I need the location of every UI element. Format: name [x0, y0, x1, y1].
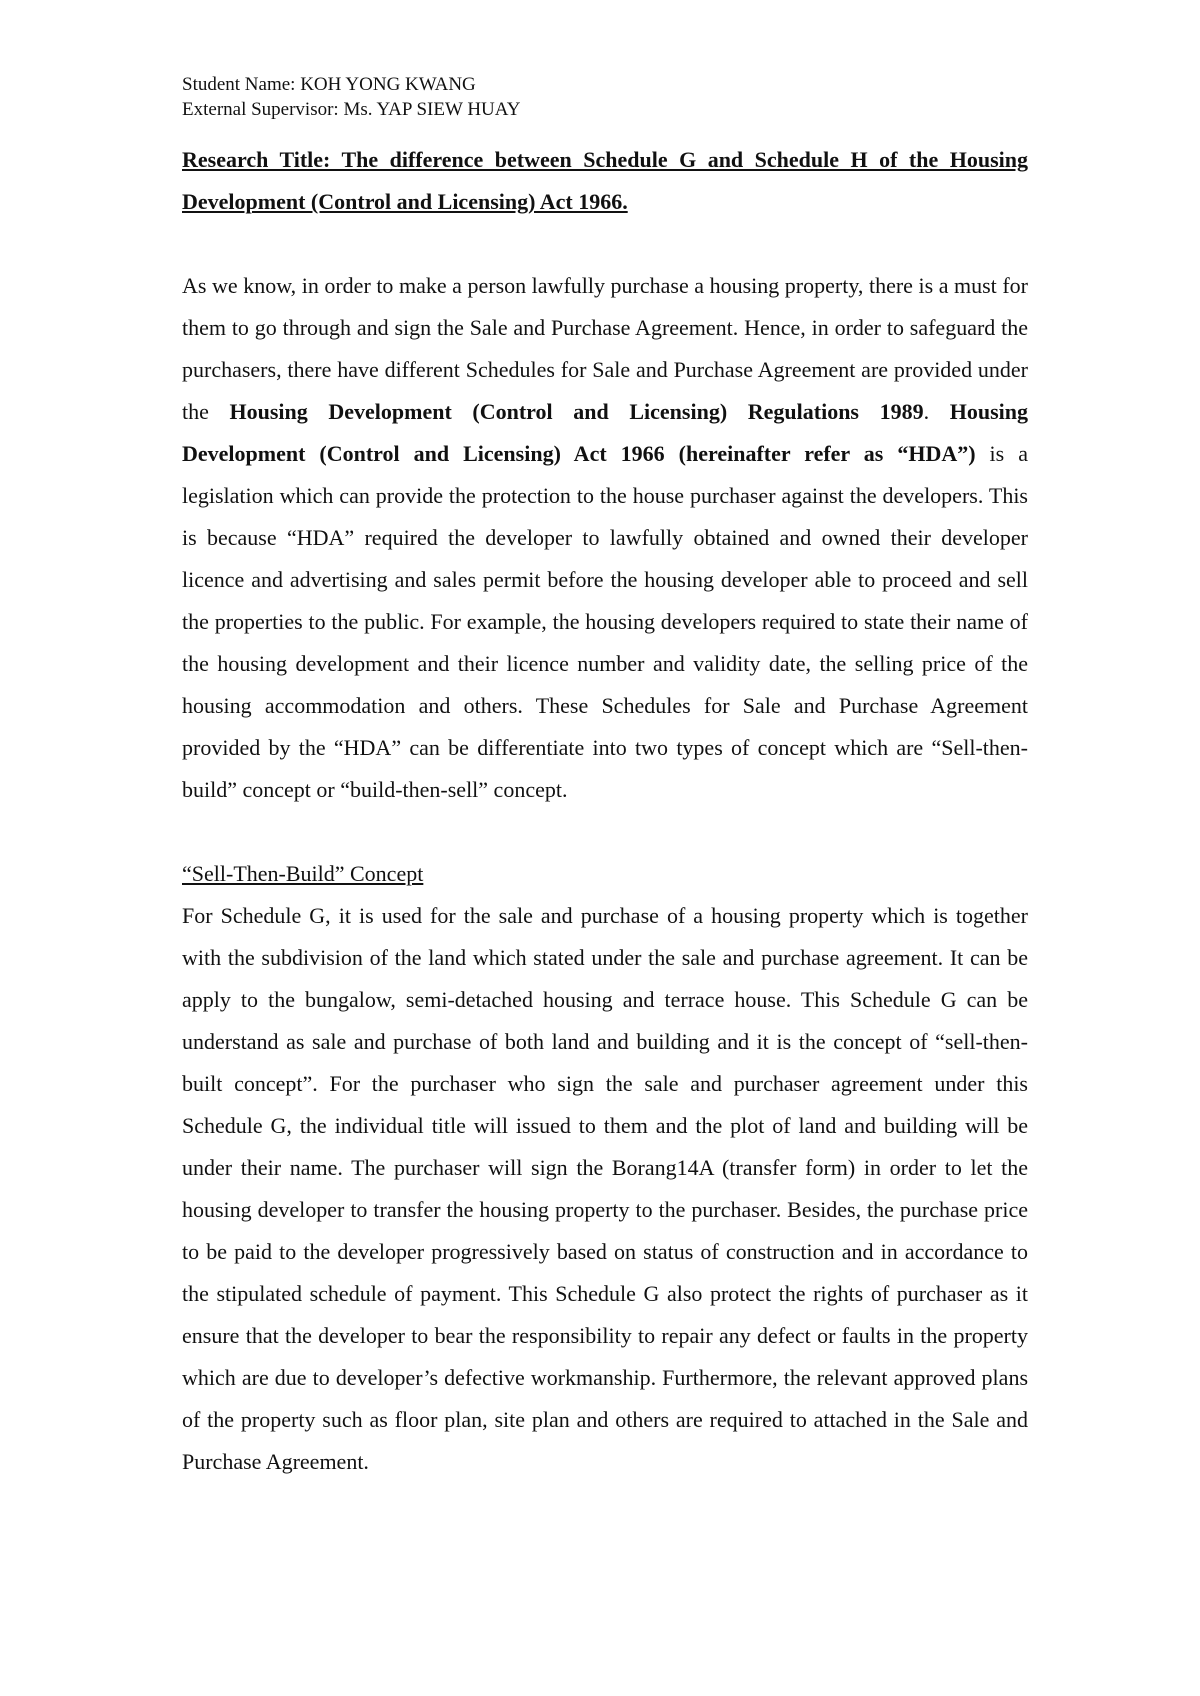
document-body	[182, 139, 1028, 1483]
external-supervisor: External Supervisor: Ms. YAP SIEW HUAY	[182, 99, 521, 120]
intro-text-2: .	[923, 399, 950, 424]
intro-text-3: is a legislation which can provide the protection to the house purchaser against the developers. This is because “HDA” required the developer to lawfully obtained and owned their developer licence and advertising and sales permit before the housing developer able to proceed and sell the properties to the public. For example, the housing developers required to state their name of the housing development and their licence number and validity date, the selling price of the housing accommodation and others. These Schedules for Sale and Purchase Agreement provided by the “HDA” can be differentiate into two types of concept which are “Sell-then-build” concept or “build-then-sell” concept.	[182, 441, 1028, 802]
document-header	[182, 72, 1042, 122]
student-name: Student Name: KOH YONG KWANG	[182, 74, 476, 95]
intro-bold-regulations: Housing Development (Control and Licensing) Regulations 1989	[229, 399, 924, 424]
section-heading-sell-then-build: “Sell-Then-Build” Concept	[182, 861, 424, 886]
intro-paragraph	[182, 265, 1028, 811]
section-paragraph-schedule-g: For Schedule G, it is used for the sale and purchase of a housing property which is together with the subdivision of the land which stated under the sale and purchase agreement. It can be apply to the bungalow, semi-detached housing and terrace house. This Schedule G can be understand as sale and purchase of both land and building and it is the concept of “sell-then-built concept”. For the purchaser who sign the sale and purchaser agreement under this Schedule G, the individual title will issued to them and the plot of land and building will be under their name. The purchaser will sign the Borang14A (transfer form) in order to let the housing developer to transfer the housing property to the purchaser. Besides, the purchase price to be paid to the developer progressively based on status of construction and in accordance to the stipulated schedule of payment. This Schedule G also protect the rights of purchaser as it ensure that the developer to bear the responsibility to repair any defect or faults in the property which are due to developer’s defective workmanship. Furthermore, the relevant approved plans of the property such as floor plan, site plan and others are required to attached in the Sale and Purchase Agreement.	[182, 903, 1028, 1474]
intro-text-1: As we know, in order to make a person lawfully purchase a housing property, there is a must for them to go through and sign the Sale and Purchase Agreement. Hence, in order to safeguard the purchasers, there have different Schedules for Sale and Purchase Agreement are provided under the	[182, 273, 1028, 424]
intro-bold-act: Housing Development (Control and Licensing) Act 1966 (hereinafter refer as “HDA”)	[182, 399, 1029, 466]
research-title: Research Title: The difference between Schedule G and Schedule H of the Housing Development (Control and Licensing) Act 1966.	[182, 147, 1028, 214]
